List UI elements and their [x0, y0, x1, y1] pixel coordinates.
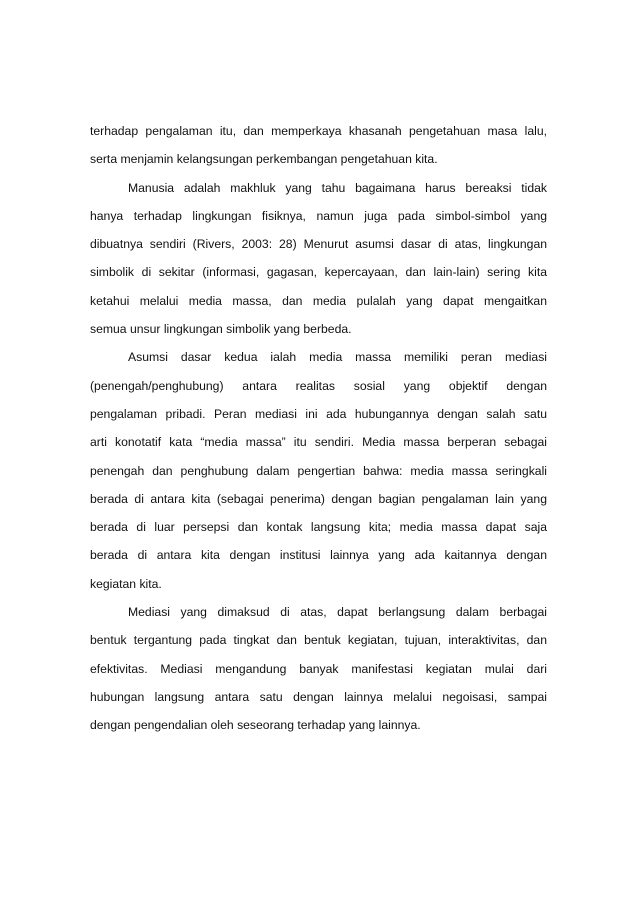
text-line: berada di antara kita (sebagai penerima) dengan bagian pengalaman lain yang [90, 491, 547, 506]
text-line: kegiatan kita. [90, 576, 162, 591]
text-line: penengah dan penghubung dalam pengertian bahwa: media massa seringkali [90, 463, 547, 478]
text-line: bentuk tergantung pada tingkat dan bentuk kegiatan, tujuan, interaktivitas, dan [90, 633, 547, 648]
paragraph-2 [90, 174, 547, 344]
text-line: berada di antara kita dengan institusi lainnya yang ada kaitannya dengan [90, 548, 547, 563]
paragraph-1 [90, 117, 547, 174]
text-line: berada di luar persepsi dan kontak langsung kita; media massa dapat saja [90, 520, 547, 535]
paragraph-3 [90, 343, 547, 598]
text-line: ketahui melalui media massa, dan media pulalah yang dapat mengaitkan [90, 293, 547, 308]
text-line: semua unsur lingkungan simbolik yang berbeda. [90, 322, 352, 337]
text-line: hanya terhadap lingkungan fisiknya, namun juga pada simbol-simbol yang [90, 208, 547, 223]
text-line: Mediasi yang dimaksud di atas, dapat berlangsung dalam berbagai [128, 605, 547, 620]
text-line: Asumsi dasar kedua ialah media massa memiliki peran mediasi [128, 350, 547, 365]
text-line: Manusia adalah makhluk yang tahu bagaimana harus bereaksi tidak [128, 180, 547, 195]
text-line: (penengah/penghubung) antara realitas sosial yang objektif dengan [90, 378, 547, 393]
document-body [90, 117, 547, 740]
paragraph-4 [90, 598, 547, 739]
text-line: dibuatnya sendiri (Rivers, 2003: 28) Menurut asumsi dasar di atas, lingkungan [90, 237, 547, 252]
text-line: hubungan langsung antara satu dengan lainnya melalui negoisasi, sampai [90, 689, 547, 704]
text-line: simbolik di sekitar (informasi, gagasan, kepercayaan, dan lain-lain) sering kita [90, 265, 547, 280]
text-line: efektivitas. Mediasi mengandung banyak manifestasi kegiatan mulai dari [90, 661, 547, 676]
text-line: pengalaman pribadi. Peran mediasi ini ada hubungannya dengan salah satu [90, 406, 547, 421]
text-line: terhadap pengalaman itu, dan memperkaya khasanah pengetahuan masa lalu, [90, 124, 547, 138]
text-line: serta menjamin kelangsungan perkembangan pengetahuan kita. [90, 152, 438, 167]
text-line: dengan pengendalian oleh seseorang terhadap yang lainnya. [90, 718, 421, 733]
text-line: arti konotatif kata “media massa” itu sendiri. Media massa berperan sebagai [90, 435, 547, 450]
